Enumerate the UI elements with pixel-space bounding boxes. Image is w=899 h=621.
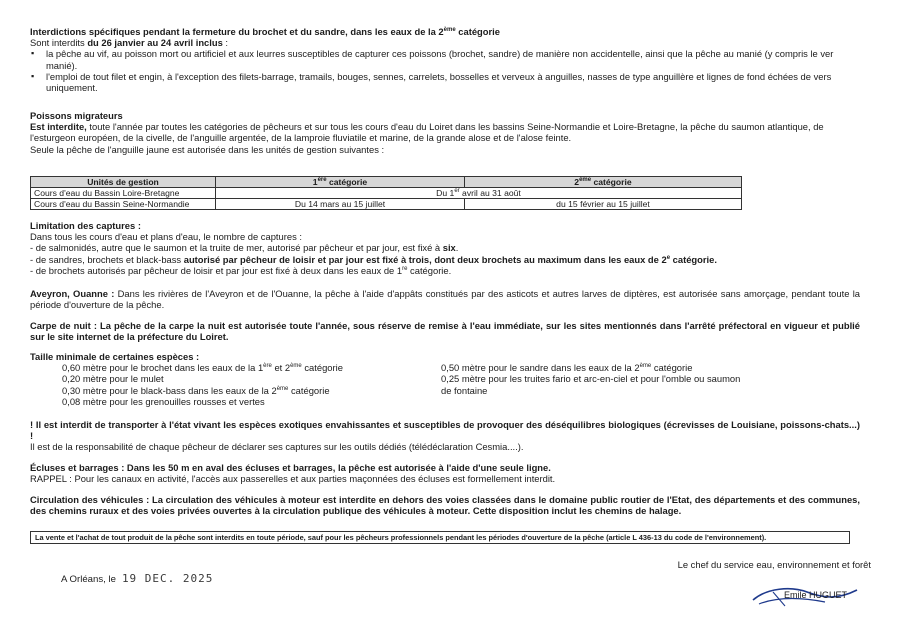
vente-box: [30, 531, 860, 544]
table-row: [31, 188, 742, 199]
migrateurs-title: Poissons migrateurs: [30, 110, 123, 121]
limitation-line: - de salmonidés, autre que le saumon et la truite de mer, autorisé par pêcheur et par jour, est fixé à six.: [30, 242, 459, 254]
migrateurs-section: [30, 110, 860, 155]
circulation-section: Circulation des véhicules : La circulation des véhicules à moteur est interdite en dehors des voies classées dans le domaine public routier de l'Etat, des départements et des communes, des chemins ruraux et des voies privées ouvertes à la circulation publique des véhicules à moteur. Cette disposition inclut les chemins de halage.: [30, 494, 860, 517]
ecluses-rappel: RAPPEL : Pour les canaux en activité, l'accès aux passerelles et aux parties maçonnées des écluses est formellement interdit.: [30, 473, 556, 485]
table-header-row: [31, 177, 742, 188]
limitation-line: - de brochets autorisés par pêcheur de loisir et par jour est fixé à deux dans les eaux de 1re catégorie.: [30, 264, 452, 276]
table-cell: Du 1er avril au 31 août: [216, 188, 742, 199]
interdictions-section: [30, 26, 860, 93]
limitation-line: Dans tous les cours d'eau et plans d'eau, le nombre de captures :: [30, 231, 302, 243]
table-header: Unités de gestion: [31, 177, 216, 188]
taille-item: 0,08 mètre pour les grenouilles rousses et vertes: [62, 395, 265, 407]
date-stamp: 19 DEC. 2025: [121, 572, 214, 585]
signatory-name: Emile HUGUET: [784, 590, 848, 600]
taille-title: Taille minimale de certaines espèces :: [30, 351, 200, 362]
place-label: A Orléans, le: [61, 574, 116, 585]
table-cell: du 15 février au 15 juillet: [465, 199, 742, 210]
transport-section: [30, 419, 860, 453]
taille-right-column: [441, 362, 740, 396]
table-cell: Cours d'eau du Bassin Loire-Bretagne: [31, 188, 216, 199]
signatory-role: Le chef du service eau, environnement et forêt: [677, 559, 871, 570]
interdictions-title: Interdictions spécifiques pendant la fermeture du brochet et du sandre, dans les eaux de la 2ème catégorie: [30, 26, 500, 37]
anguille-text: Seule la pêche de l'anguille jaune est autorisée dans les unités de gestion suivantes :: [30, 143, 385, 155]
transport-responsibility: Il est de la responsabilité de chaque pêcheur de déclarer ses captures sur les outils dédiés (télédéclaration Cesmia....).: [30, 441, 524, 453]
table-cell: Cours d'eau du Bassin Seine-Normandie: [31, 199, 216, 210]
migrateurs-text: Est interdite, toute l'année par toutes les catégories de pêcheurs et sur tous les cours d'eau du Loiret dans les bassins Seine-Normandie et Loire-Bretagne, la pêche du saumon atlantique, de l'esturgeon européen, de la civelle, de l'anguille argentée, de la lamproie fluviatile et marine, de la grande alose et de l'alose feinte.: [30, 121, 824, 144]
taille-item: 0,60 mètre pour le brochet dans les eaux de la 1ère et 2ème catégorie: [62, 362, 343, 374]
interdictions-bullet: ▪ l'emploi de tout filet et engin, à l'exception des filets-barrage, tramails, bouges, sennes, carrelets, bosselles et verveux à anguilles, nasses de type anguillère et lignes de fond échées de vers uniquement.: [30, 71, 860, 93]
aveyron-section: Aveyron, Ouanne : Dans les rivières de l'Aveyron et de l'Ouanne, la pêche à l'aide d'appâts constitués par des asticots et autres larves de diptères, est autorisée sans amorçage, pendant toute la période d'ouverture de la pêche.: [30, 288, 860, 311]
anguille-table: [30, 176, 742, 210]
limitation-title: Limitation des captures :: [30, 220, 141, 231]
taille-item: de fontaine: [441, 384, 488, 396]
ecluses-text: Écluses et barrages : Dans les 50 m en aval des écluses et barrages, la pêche est autorisée à l'aide d'une seule ligne.: [30, 462, 551, 473]
taille-item: 0,50 mètre pour le sandre dans les eaux de la 2ème catégorie: [441, 362, 693, 374]
taille-left-column: [62, 362, 343, 407]
anguille-table-wrap: [30, 176, 860, 210]
carpe-section: Carpe de nuit : La pêche de la carpe la nuit est autorisée toute l'année, sous réserve de remise à l'eau immédiate, sur les sites mentionnés dans l'arrêté préfectoral en vigueur et publié sur le site internet de la préfecture du Loiret.: [30, 320, 860, 343]
limitation-line: - de sandres, brochets et black-bass autorisé par pêcheur de loisir et par jour est fixé à trois, dont deux brochets au maximum dans les eaux de 2e catégorie.: [30, 253, 717, 265]
taille-section: [30, 351, 860, 418]
place-date: [61, 572, 213, 585]
vente-note: La vente et l'achat de tout produit de la pêche sont interdits en toute période, sauf pour les pêcheurs professionnels pendant les périodes d'ouverture de la pêche (article L 436-13 du code de l'environnement).: [30, 531, 850, 544]
table-header: 2ème catégorie: [465, 177, 742, 188]
ecluses-section: [30, 462, 860, 484]
transport-warning: ! Il est interdit de transporter à l'état vivant les espèces exotiques envahissantes et susceptibles de provoquer des déséquilibres biologiques (écrevisses de Louisiane, poissons-chats...) !: [30, 419, 860, 442]
interdictions-intro: Sont interdits du 26 janvier au 24 avril inclus :: [30, 37, 229, 49]
table-row: [31, 199, 742, 210]
limitation-section: [30, 220, 860, 276]
table-cell: Du 14 mars au 15 juillet: [216, 199, 465, 210]
interdictions-bullet: ▪ la pêche au vif, au poisson mort ou artificiel et aux leurres susceptibles de capturer ces poissons (brochet, sandre) de manière non accidentelle, ainsi que la pêche au manié (y compris le ver manié).: [30, 48, 860, 70]
taille-item: 0,25 mètre pour les truites fario et arc-en-ciel et pour l'omble ou saumon: [441, 373, 741, 385]
table-header: 1ère catégorie: [216, 177, 465, 188]
taille-item: 0,30 mètre pour le black-bass dans les eaux de la 2ème catégorie: [62, 384, 330, 396]
taille-item: 0,20 mètre pour le mulet: [62, 373, 164, 385]
